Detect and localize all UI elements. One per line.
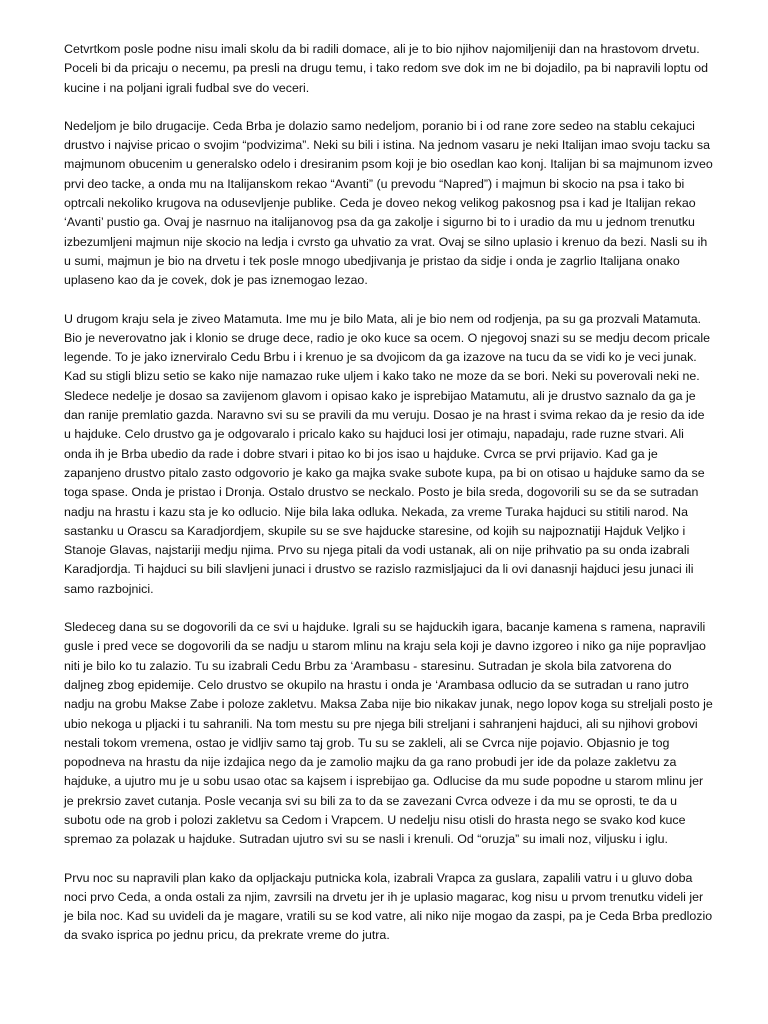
paragraph-next-day: Sledeceg dana su se dogovorili da ce svi u hajduke. Igrali su se hajduckih igara, bacanje kamena s ramena, napravili gusle i pred vece se dogovorili da se nadju u starom mlinu na kraju sela koji je davno izgoreo i niko ga nije popravljao niti je bilo ko tu zalazio. Tu su izabrali Cedu Brbu za ‘Arambasu - staresinu. Sutradan je skola bila zatvorena do daljneg zbog epidemije. Celo drustvo se okupilo na hrastu i onda je ‘Arambasa odlucio da se sutradan u rano jutro nadju na grobu Makse Zabe i poloze zakletvu. Maksa Zaba nije bio nikakav junak, nego lopov koga su streljali posto je ubio nekoga u pljacki i tu sahranili. Na tom mestu su pre njega bili streljani i sahranjeni hajduci, ali su njihovi grobovi nestali tokom vremena, ostao je vidljiv samo taj grob. Tu su se zakleli, ali se Cvrca nije pojavio. Objasnio je tog popodneva na hrastu da nije izdajica nego da je zamolio majku da ga rano probudi jer ide da polaze zakletvu za hajduke, a ujutro mu je u sobu usao otac sa kajsem i isprebijao ga. Odlucise da mu sude popodne u starom mlinu jer je prekrsio zavet cutanja. Posle vecanja svi su bili za to da se zavezani Cvrca odveze i da mu se oprosti, te da u subotu ode na grob i polozi zakletvu sa Cedom i Vrapcem. U nedelju nisu otisli do hrasta nego se svako kod kuce spremao za polazak u hajduke. Sutradan ujutro svi su se nasli i krenuli. Od “oruzja” su imali noz, viljusku i iglu.: [64, 620, 713, 847]
paragraph-first-night: Prvu noc su napravili plan kako da opljackaju putnicka kola, izabrali Vrapca za guslara, zapalili vatru i u gluvo doba noci prvo Ceda, a onda ostali za njim, zavrsili na drvetu jer ih je uplasio magarac, kog nisu u prvom trenutku videli jer je bila noc. Kad su uvideli da je magare, vratili su se kod vatre, ali niko nije mogao da zaspi, pa je Ceda Brba predlozio da svako isprica po jednu pricu, da prekrate vreme do jutra.: [64, 870, 713, 943]
paragraph-sunday: Nedeljom je bilo drugacije. Ceda Brba je dolazio samo nedeljom, poranio bi i od rane zore sedeo na stablu cekajuci drustvo i najvise pricao o svojim “podvizima”. Neki su bili i istina. Na jednom vasaru je neki Italijan imao svoju tacku sa majmunom obucenim u generalsko odelo i dresiranim psom koji je bio osedlan kao konj. Italijan bi sa majmunom izveo prvi deo tacke, a onda mu na Italijanskom rekao “Avanti” (u prevodu “Napred”) i majmun bi skocio na psa i tako bi optrcali nekoliko krugova na odusevljenje publike. Ceda je doveo nekog velikog pakosnog psa i kad je Italijan rekao ‘Avanti’ pustio ga. Ovaj je nasrnuo na italijanovog psa da ga zakolje i sigurno bi to i uradio da mu u jednom trenutku izbezumljeni majmun nije skocio na ledja i cvrsto ga uhvatio za vrat. Ovaj se silno uplasio i krenuo da bezi. Nasli su ih u sumi, majmun je bio na drvetu i tek posle mnogo ubedjivanja je pristao da sidje i onda je zagrlio Italijana onako uplaseno kao da je covek, dok je pas iznemogao lezao.: [64, 118, 713, 288]
document-page: [64, 40, 714, 965]
paragraph-matamuta: U drugom kraju sela je ziveo Matamuta. Ime mu je bilo Mata, ali je bio nem od rodjenja, pa su ga prozvali Matamuta. Bio je neverovatno jak i klonio se druge dece, radio je oko kuce sa ocem. O njegovoj snazi su se medju decom pricale legende. To je jako iznerviralo Cedu Brbu i i krenuo je sa dvojicom da ga izazove na tucu da se vidi ko je veci junak. Kad su stigli blizu setio se kako nije namazao ruke uljem i kako tako ne moze da se bori. Neki su poverovali neki ne. Sledece nedelje je dosao sa zavijenom glavom i opisao kako je isprebijao Matamutu, ali je drustvo saznalo da ga je dan ranije premlatio gazda. Naravno svi su se pravili da mu veruju. Dosao je na hrast i svima rekao da je resio da ide u hajduke. Celo drustvo ga je odgovaralo i pricalo kako su hajduci losi jer otimaju, napadaju, rade ruzne stvari. Ali onda ih je Brba ubedio da rade i dobre stvari i pitao ko bi jos isao u hajduke. Cvrca se prvi prijavio. Kad ga je zapanjeno drustvo pitalo zasto odgovorio je kako ga majka svake subote kupa, pa bi on otisao u hajduke samo da se toga spase. Onda je pristao i Dronja. Ostalo drustvo se neckalo. Posto je bila sreda, dogovorili su se da se sutradan nadju na hrastu i kazu sta je ko odlucio. Nije bila laka odluka. Nekada, za vreme Turaka hajduci su stitili narod. Na sastanku u Orascu sa Karadjordjem, skupile su se sve hajducke staresine, od kojih su najpoznatiji Hajduk Veljko i Stanoje Glavas, najstariji medju njima. Prvo su njega pitali da vodi ustanak, ali on nije prihvatio pa su onda izabrali Karadjordja. Ti hajduci su bili slavljeni junaci i drustvo se razislo razmisljajuci da li ovi danasnji hajduci jesu junaci ili samo razbojnici.: [64, 311, 711, 596]
paragraph-thursday: Cetvrtkom posle podne nisu imali skolu da bi radili domace, ali je to bio njihov najomiljeniji dan na hrastovom drvetu. Poceli bi da pricaju o necemu, pa presli na drugu temu, i tako redom sve dok im ne bi dojadilo, pa bi napravili loptu od kucine i na poljani igrali fudbal sve do veceri.: [64, 42, 708, 95]
